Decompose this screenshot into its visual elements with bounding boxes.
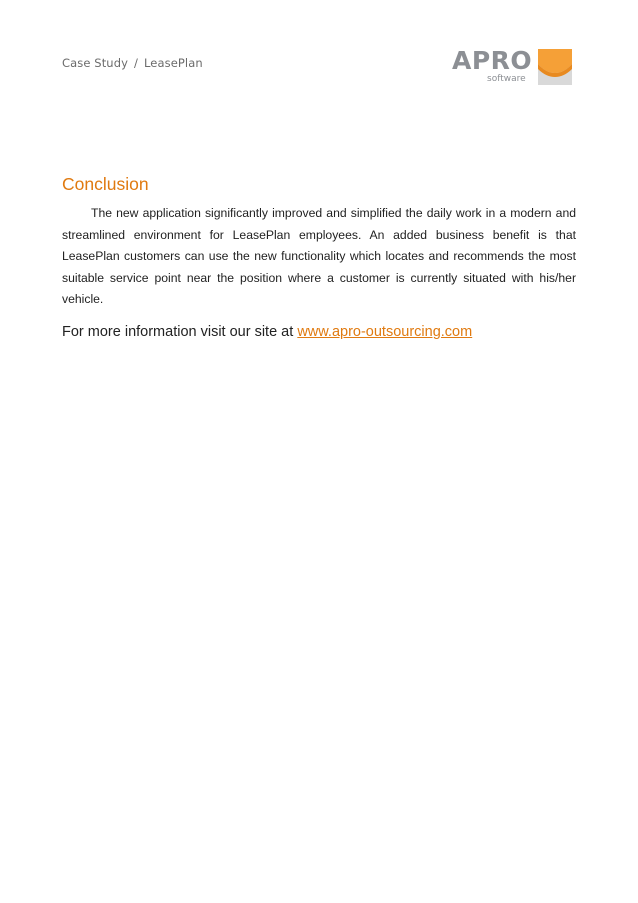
section-body: The new application significantly improved and simplified the daily work in a modern and streamlined environment for LeasePlan employees. An added business benefit is that LeasePlan customers can use the new functionality which locates and recommends the most suitable service point near the position where a customer is currently situated with his/her vehicle. <box>62 206 576 306</box>
more-info-text: For more information visit our site at <box>62 324 294 340</box>
apro-logo <box>452 47 576 89</box>
running-header <box>62 56 203 70</box>
header-separator: / <box>134 56 138 70</box>
logo-mark-icon <box>538 49 572 85</box>
section-title: Conclusion <box>62 174 149 194</box>
website-link[interactable]: www.apro-outsourcing.com <box>297 324 473 340</box>
logo-wordmark: APRO <box>452 46 533 75</box>
more-info-line <box>62 322 472 342</box>
logo-subtitle: software <box>487 74 526 84</box>
header-client: LeasePlan <box>144 56 203 70</box>
header-doc-type: Case Study <box>62 56 129 70</box>
